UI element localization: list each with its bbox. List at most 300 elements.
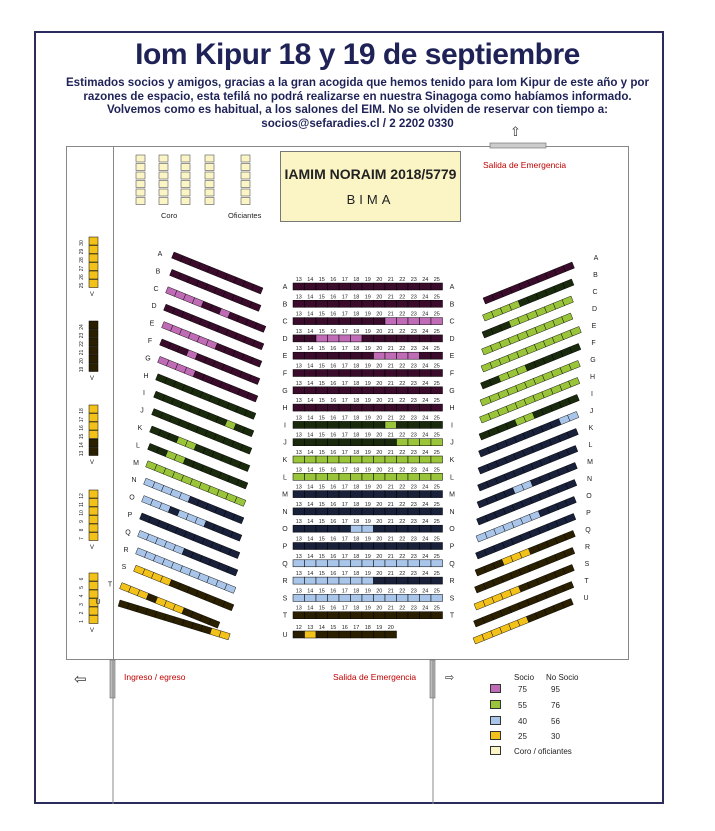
row-label: F [591, 340, 596, 347]
seat-number: 23 [410, 380, 417, 387]
seat [374, 318, 386, 325]
row-label: N [586, 476, 593, 483]
legend-swatch-purple [490, 684, 501, 693]
seat [339, 612, 351, 619]
seat [408, 577, 420, 584]
coro-seat [205, 189, 214, 196]
row-label: A [449, 284, 455, 291]
seat [397, 439, 409, 446]
seat-number: 16 [330, 415, 337, 422]
seat [231, 532, 242, 542]
seat-number: 15 [318, 328, 325, 335]
seat [397, 543, 409, 550]
legend-socio-header: Socio [514, 673, 535, 682]
seat [305, 404, 317, 411]
seat-number: 23 [410, 277, 417, 283]
seat [420, 577, 432, 584]
seat [397, 577, 409, 584]
seat-number: 19 [364, 536, 371, 543]
seat-number: 15 [318, 450, 325, 456]
seat-number: 21 [387, 294, 394, 301]
side-row-label: V [89, 460, 95, 466]
seat [397, 473, 409, 480]
seat-number: 16 [330, 363, 337, 370]
side-seat [89, 246, 98, 254]
seat [328, 456, 340, 463]
seat-number: 24 [422, 536, 429, 543]
seat [385, 283, 397, 290]
seat-number: 15 [318, 346, 325, 353]
seat-number: 15 [318, 294, 325, 301]
seat-number: 17 [341, 398, 348, 405]
seat-number: 23 [410, 415, 417, 422]
seat [397, 370, 409, 377]
row-label: F [449, 370, 455, 378]
seat-number: 25 [433, 277, 440, 283]
seat [385, 421, 397, 428]
row-label: Q [449, 560, 455, 568]
row-label: K [137, 425, 143, 432]
seat [385, 352, 397, 359]
seat [385, 439, 397, 446]
seat-number: 21 [387, 277, 394, 283]
seat-number: 13 [295, 605, 302, 612]
seat-number: 22 [399, 363, 406, 370]
seat [293, 404, 305, 411]
coro-seat [136, 172, 145, 179]
seat-number: 14 [307, 311, 314, 318]
seat [420, 612, 432, 619]
seat-number: 21 [387, 311, 394, 318]
seat [408, 491, 420, 498]
side-seat-number: 4 [79, 594, 85, 598]
row-label: J [140, 407, 144, 415]
seat [374, 439, 386, 446]
seat-number: 25 [433, 380, 440, 387]
row-label: B [155, 268, 161, 276]
seat-number: 18 [353, 571, 360, 578]
row-label: E [591, 323, 597, 330]
seat [316, 283, 328, 290]
seat-number: 20 [376, 571, 383, 578]
seat [565, 513, 576, 523]
seat-number: 24 [422, 467, 429, 474]
seat-number: 14 [307, 363, 314, 370]
seat-number: 20 [376, 467, 383, 474]
seat-number: 18 [353, 398, 360, 405]
side-seat-number: 26 [79, 274, 85, 280]
seat-number: 23 [410, 588, 417, 595]
coro-seat [205, 172, 214, 179]
seat [328, 594, 340, 601]
coro-seat [136, 164, 145, 171]
side-seat-number: 21 [79, 349, 85, 356]
seat-number: 23 [410, 571, 417, 578]
row-label: T [449, 612, 455, 620]
right-arrow-icon: ⇨ [445, 672, 455, 684]
seat [374, 335, 386, 342]
seat [305, 352, 317, 359]
seat-number: 22 [399, 571, 406, 578]
row-label: U [583, 595, 589, 602]
seat [420, 300, 432, 307]
seat [351, 387, 363, 394]
seat-number: 19 [376, 625, 383, 631]
seat [385, 631, 397, 638]
seat [385, 594, 397, 601]
seat-number: 20 [376, 311, 383, 318]
seat-number: 15 [318, 484, 325, 491]
side-seat-number: 10 [79, 510, 85, 516]
side-row-label: V [89, 292, 95, 298]
legend-socio-value: 55 [518, 701, 527, 710]
seat [564, 530, 575, 540]
seat-number: 14 [307, 484, 314, 491]
seat [570, 326, 581, 336]
seat-number: 19 [364, 467, 371, 474]
seat [408, 300, 420, 307]
seat-number: 22 [399, 588, 406, 595]
side-seat-number: 17 [79, 416, 85, 423]
row-label: E [282, 353, 288, 361]
seat-number: 14 [307, 536, 314, 543]
seat [293, 370, 305, 377]
seat-number: 18 [353, 536, 360, 543]
seat [305, 335, 317, 342]
seat [431, 543, 443, 550]
seat [420, 352, 432, 359]
row-label: B [449, 301, 455, 309]
oficiantes-label: Oficiantes [228, 211, 262, 220]
seat [305, 318, 317, 325]
bima-label: BIMA [346, 192, 395, 207]
seat [293, 387, 305, 394]
seat [339, 577, 351, 584]
seat [339, 318, 351, 325]
row-label: G [590, 357, 596, 364]
row-label: H [143, 372, 149, 380]
seat-number: 19 [364, 328, 371, 335]
side-seat-number: 11 [79, 501, 85, 508]
side-seat [89, 355, 98, 363]
side-seat [89, 338, 98, 346]
side-seat-number: 12 [79, 493, 85, 499]
side-seat [89, 524, 98, 532]
seat [385, 525, 397, 532]
seat [293, 543, 305, 550]
legend-socio-value: 75 [518, 685, 527, 694]
side-seat [89, 431, 98, 439]
page-title: Iom Kipur 18 y 19 de septiembre [135, 38, 580, 71]
coro-seat [205, 181, 214, 188]
seat [385, 612, 397, 619]
row-label: P [282, 543, 288, 551]
side-seat [89, 573, 98, 581]
seat [328, 543, 340, 550]
seat [339, 456, 351, 463]
seat [408, 370, 420, 377]
seat-number: 21 [387, 571, 394, 578]
seat-number: 13 [295, 484, 302, 491]
seat-number: 17 [341, 467, 348, 474]
seat [351, 594, 363, 601]
row-label: C [282, 318, 288, 326]
seat [239, 462, 250, 472]
seat [374, 525, 386, 532]
seat [374, 473, 386, 480]
row-label: C [153, 285, 159, 293]
seat-number: 25 [433, 553, 440, 560]
seat [305, 560, 317, 567]
seat-number: 22 [399, 415, 406, 422]
seat-number: 25 [433, 501, 440, 508]
seat [408, 404, 420, 411]
row-label: F [282, 370, 288, 378]
seat [328, 318, 340, 325]
seat [420, 473, 432, 480]
row-label: I [143, 390, 145, 398]
seat-number: 18 [353, 311, 360, 318]
seat-number: 16 [330, 398, 337, 405]
seat [563, 262, 574, 272]
seat [339, 560, 351, 567]
seat [564, 547, 575, 557]
seat [431, 404, 443, 411]
seat [339, 352, 351, 359]
seat-number: 17 [341, 571, 348, 578]
coro-seat [241, 172, 250, 179]
side-seat-number: 28 [79, 257, 85, 263]
seat-number: 17 [341, 605, 348, 612]
seat-number: 18 [353, 467, 360, 474]
seat [339, 335, 351, 342]
row-label: C [592, 289, 598, 296]
coro-seat [205, 155, 214, 162]
seat-number: 15 [318, 519, 325, 526]
seat [351, 612, 363, 619]
seat [339, 387, 351, 394]
seat [305, 421, 317, 428]
seat [328, 612, 340, 619]
seat [351, 491, 363, 498]
side-seat-number: 30 [79, 240, 85, 246]
seat [374, 456, 386, 463]
row-label: K [588, 425, 594, 432]
seat [431, 300, 443, 307]
seat [570, 343, 581, 353]
bima-title: IAMIM NORAIM 2018/5779 [284, 166, 457, 182]
seat [293, 473, 305, 480]
row-label: J [589, 408, 594, 415]
legend-swatch-cream [490, 746, 501, 755]
seat [328, 387, 340, 394]
seat [293, 439, 305, 446]
seat [351, 631, 363, 638]
coro-seat [159, 155, 168, 162]
seat [328, 404, 340, 411]
seat [245, 410, 256, 420]
row-label: E [449, 353, 455, 361]
seat-number: 20 [376, 553, 383, 560]
seat [420, 439, 432, 446]
seat-number: 18 [353, 294, 360, 301]
seat-number: 21 [387, 450, 394, 456]
seat-number: 17 [341, 432, 348, 439]
seat [316, 491, 328, 498]
seat [397, 525, 409, 532]
seat [328, 577, 340, 584]
seat [397, 300, 409, 307]
seat [374, 560, 386, 567]
seat-number: 20 [376, 380, 383, 387]
legend-swatch-yellow [490, 731, 501, 740]
seat [351, 421, 363, 428]
row-label: F [147, 338, 153, 345]
seat [397, 612, 409, 619]
seat [328, 525, 340, 532]
seat-number: 13 [295, 380, 302, 387]
seat-number: 16 [330, 467, 337, 474]
seat [431, 439, 443, 446]
seat [374, 387, 386, 394]
seat-number: 24 [422, 311, 429, 318]
seat [316, 560, 328, 567]
seat [293, 631, 305, 638]
side-seat-number: 19 [79, 366, 85, 373]
seat-number: 18 [364, 625, 371, 631]
row-label: N [131, 477, 137, 485]
row-label: T [107, 581, 113, 589]
seat [431, 594, 443, 601]
seat-number: 24 [422, 432, 429, 439]
seat [316, 456, 328, 463]
row-label: H [589, 374, 596, 381]
side-seat-number: 14 [79, 442, 85, 448]
seat [328, 335, 340, 342]
seat [316, 525, 328, 532]
side-seat [89, 422, 98, 430]
seat-number: 17 [341, 363, 348, 370]
row-label: T [584, 578, 589, 585]
seat [567, 445, 578, 455]
seat [293, 300, 305, 307]
seat-number: 23 [410, 484, 417, 491]
seat-number: 18 [353, 588, 360, 595]
seat [249, 375, 260, 385]
seat [362, 352, 374, 359]
seat-number: 13 [295, 553, 302, 560]
seat [397, 456, 409, 463]
seat [362, 456, 374, 463]
seat-number: 17 [341, 311, 348, 318]
seat-number: 20 [376, 450, 383, 456]
seat-number: 16 [330, 277, 337, 283]
seat-number: 24 [422, 501, 429, 508]
seat-number: 19 [364, 346, 371, 353]
seat-number: 14 [307, 519, 314, 526]
seat-number: 21 [387, 484, 394, 491]
seat [316, 612, 328, 619]
seat-number: 16 [330, 432, 337, 439]
seat-number: 23 [410, 432, 417, 439]
seat-number: 19 [364, 398, 371, 405]
side-seat [89, 616, 98, 624]
seat [293, 577, 305, 584]
row-label: G [449, 387, 455, 395]
seat [562, 313, 573, 323]
side-seat-number: 1 [79, 620, 85, 623]
seat-number: 20 [376, 432, 383, 439]
legend-socio-value: 40 [518, 717, 527, 726]
seat-number: 14 [307, 294, 314, 301]
seat [328, 631, 340, 638]
seat [362, 439, 374, 446]
seat-number: 21 [387, 415, 394, 422]
seat-number: 25 [433, 519, 440, 526]
seat [408, 439, 420, 446]
row-label: R [282, 578, 288, 586]
seat [316, 439, 328, 446]
seat-number: 24 [422, 346, 429, 353]
seat [431, 387, 443, 394]
coro-seat [241, 155, 250, 162]
coro-seat [159, 189, 168, 196]
row-label: M [587, 459, 593, 466]
side-seat-number: 7 [79, 537, 85, 540]
seat-number: 13 [295, 277, 302, 283]
seat-number: 13 [295, 519, 302, 526]
seat [408, 318, 420, 325]
seat-number: 18 [353, 484, 360, 491]
seat-number: 14 [307, 605, 314, 612]
row-label: C [449, 318, 455, 326]
seat [420, 491, 432, 498]
side-seat-number: 16 [79, 425, 85, 431]
seat [305, 508, 317, 515]
seat [339, 473, 351, 480]
seat-number: 21 [387, 467, 394, 474]
seat-number: 23 [410, 519, 417, 526]
legend-nosocio-value: 76 [551, 701, 560, 710]
legend-coro-label: Coro / oficiantes [514, 747, 572, 756]
intro-text: Estimados socios y amigos, gracias a la gran acogida que hemos tenido para Iom Kipur de este año y por razones de espacio, esta tefilá no podrá realizarse en nuestra Sinagoga como habíamos informado. Volvemos como es habitual, a los salones del EIM. No se olviden de reservar con tiempo a: socios@sefaradies.cl / 2 2202 0330 [65, 76, 650, 130]
seat [420, 543, 432, 550]
seat [431, 508, 443, 515]
seat [420, 456, 432, 463]
seat-number: 21 [387, 398, 394, 405]
seat-number: 23 [410, 311, 417, 318]
side-seat-number: 9 [79, 520, 85, 523]
seat-number: 19 [364, 519, 371, 526]
side-seat-number: 27 [79, 265, 85, 272]
seat-number: 19 [364, 484, 371, 491]
seat-number: 14 [307, 380, 314, 387]
seat [420, 508, 432, 515]
row-label: Q [585, 527, 591, 534]
seat [233, 514, 244, 524]
seat-number: 15 [318, 398, 325, 405]
seat-number: 17 [341, 277, 348, 283]
seat [225, 584, 236, 594]
seat [351, 525, 363, 532]
seat [316, 543, 328, 550]
row-label: R [449, 578, 455, 586]
row-label: T [282, 612, 288, 620]
seat [351, 404, 363, 411]
seat-number: 13 [295, 536, 302, 543]
seat-number: 20 [376, 277, 383, 283]
seat-number: 16 [330, 519, 337, 526]
